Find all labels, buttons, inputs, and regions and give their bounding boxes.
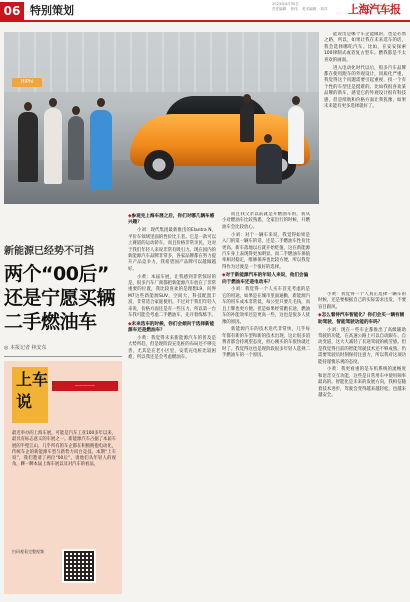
promo-title: 上车说 <box>16 370 49 411</box>
paragraph: 小黄：我觉得一个人真正选择一辆车的时候，还是要根据自己的实际需求出发，不要盲目跟风。 <box>318 292 406 310</box>
paragraph: 能说出是哪个车企能做的，也是必然之路，所以，如果让我在未来选车的话，我会选择哪吒汽车。比如，在安安探索100律制式或者复古型车。燃我都是不太喜欢的画面。 <box>324 32 406 63</box>
page-meta <box>272 2 344 12</box>
article-column-right-top <box>324 32 406 288</box>
page-header <box>0 0 410 22</box>
interview-question: ◆ 对于新能源汽车的年轻人来说，他们会偏向于燃油车还是电动车？ <box>222 273 310 286</box>
headline-line: 二手燃油车 <box>4 311 97 333</box>
visitor-figure <box>90 110 112 190</box>
interview-question: ◆ 怎么看待汽车智能化？你们会买一辆有辅助驾驶、智能驾驶功能的车吗？ <box>318 313 406 326</box>
promo-box <box>4 361 122 594</box>
section-title: 特别策划 <box>30 4 74 17</box>
visitor-figure <box>288 106 304 164</box>
paragraph: 小刘：现在一些车企都推出了高级辅助驾驶的功能，在高速公路上可以自动跟车、自动变道，这大大减轻了长途驾驶的疲劳感。但是我觉得目前的智能驾驶技术还不够成熟，仍需要驾驶员时刻保持注意力，所以我对这项功能持谨慎乐观的态度。 <box>318 327 406 365</box>
meta-item: 刘洋 <box>320 7 328 11</box>
divider <box>4 356 122 357</box>
meta-item: 张伟 <box>290 7 298 11</box>
visitor-figure <box>44 108 62 184</box>
paragraph: 小黄：我觉得未来新能源汽车的普及是大势所趋，但是现阶段充电桩的布局还不够完善，尤其是在老小区里，安装充电桩比较困难，所以我还是会考虑燃油车。 <box>128 335 216 361</box>
visitor-figure <box>240 102 254 142</box>
car-wheel <box>144 150 174 180</box>
qr-label: 扫码观看完整视频 <box>12 549 44 554</box>
promo-subtitle: ————— <box>52 381 118 391</box>
issue-date: 2023年4月30日 <box>272 2 299 6</box>
visitor-head <box>292 96 300 105</box>
reporter-byline: ◎ 本报记者 林安东 <box>4 345 47 351</box>
paragraph: 小黄：本届车展，让我感到非常惊讶的是，很多汽车厂商都把新能源汽车放在了非常重要的位置，我比较喜欢的是理想L9、问界M7这些新能源SUV，空间大，科技配置丰富，非常适合家庭使用。不过对于我们年轻人来说，价格方面还是有一些压力，所以第一台车我可能会考虑二手燃油车，先开着练练手。 <box>128 274 216 319</box>
paragraph: 小刘：现代集团最新推出的Elantra N，平价车领域里面的性价比王者。它是一款可以上赛道的运动轿车，而且价格非常亲民，这对于我们年轻人来说非常有吸引力。现在国内的新能源汽车品牌非常多，各家品牌都在努力提升产品竞争力，我希望国产品牌可以越做越好。 <box>128 228 216 272</box>
visitor-head <box>97 98 105 107</box>
visitor-head <box>264 134 272 143</box>
visitor-head <box>243 94 251 103</box>
meta-item: 美术编辑 <box>301 7 317 11</box>
interview-question: ◆ 未来选车的时候，你们会倾向于选择新能源车还是燃油车？ <box>128 322 216 335</box>
visitor-head <box>24 102 32 111</box>
paragraph: 小刘：我觉得一个人买车首先考虑的是它的用途。如果是在城市里面通勤，新能源汽车的用车成本非常低，每公里只要几毛钱，而且上牌也更方便。但是如果经常跑长途，燃油车的补能效率还是更高一些，这也是很多人犹豫的原因。 <box>222 287 310 325</box>
newspaper-logo: 上海汽车报 <box>348 3 401 16</box>
visitor-head <box>49 98 57 107</box>
photographer-figure <box>256 144 282 184</box>
visitor-figure <box>68 116 84 180</box>
promo-body: 最近举办的上海车展，可能是汽车工业100多年以来，最具有标志意义的车展之一。新能源汽车占据了本届车展的半壁江山，几乎所有的车企都在积极拥抱电动化，传统车企的新能源车型与新势力同台竞技。本期“上车说”，我们邀请了两位“00后”，请他们从年轻人的视角，聊一聊本届上海车展以及对汽车的看法。 <box>12 431 116 468</box>
paragraph: 而且我父亲以前就是开燃油车的，我从小对燃油车比较熟悉，全家出行的时候，开燃油车会比较放心。 <box>222 212 310 230</box>
interview-question: ◆ 参观完上海车展之后，你们对哪几辆车感兴趣？ <box>128 214 216 227</box>
headline-line: 两个“00后” <box>4 263 109 285</box>
booth-sign: HiPhi <box>12 78 42 87</box>
article-column-c <box>318 292 406 596</box>
meta-item: 责任编辑 <box>272 7 287 11</box>
qr-code[interactable] <box>62 549 96 583</box>
article-column-a <box>128 212 216 596</box>
paragraph: 进入电动化时代以后，很多汽车品牌都在使用跑车的外观设计，同质化严重，我觉得这个问题需要引起重视，找一个有个性的车型还是挺难的。比如我很喜欢某品牌的新车，感觉它的外观设计很有科技感，但是续航和价格方面让我犹豫，如果未来能有更多选择就好了。 <box>324 65 406 109</box>
headline-kicker: 新能源已经势不可挡 <box>4 246 94 257</box>
visitor-head <box>72 106 80 115</box>
auto-show-photo <box>4 32 319 204</box>
article-column-b <box>222 212 310 596</box>
paragraph: 小刘：对于一辆车来说，我觉得如果是入门的第一辆车的话，还是二手燃油车性价比更高。新车落地以后就开始贬值，这在新能源汽车身上表现得更加明显。而二手燃油车保值率相对稳定，维修保养也比较方便，所以我觉得作为过渡是一个很好的选择。 <box>222 232 310 270</box>
paragraph: 小黄：我更看重的是车机系统的流畅度和语音交互功能，这些是日常用车中使用频率最高的。智能化是未来的发展方向，我相信随着技术进步，驾驶会变得越来越轻松，也越来越安全。 <box>318 367 406 399</box>
photo-ceiling <box>4 32 319 92</box>
headline <box>4 262 122 334</box>
headline-line: 还是宁愿买辆 <box>4 287 116 309</box>
visitor-figure <box>18 112 38 182</box>
paragraph: 新能源汽车的技术迭代非常快，几乎每年都有新的车型和新的技术出现，这让很多消费者都会持观望态度，担心刚买的车很快就过时了。我觉得这也是现阶段很多年轻人选择二手燃油车的一个原因。 <box>222 327 310 359</box>
page-number: 06 <box>0 2 24 20</box>
